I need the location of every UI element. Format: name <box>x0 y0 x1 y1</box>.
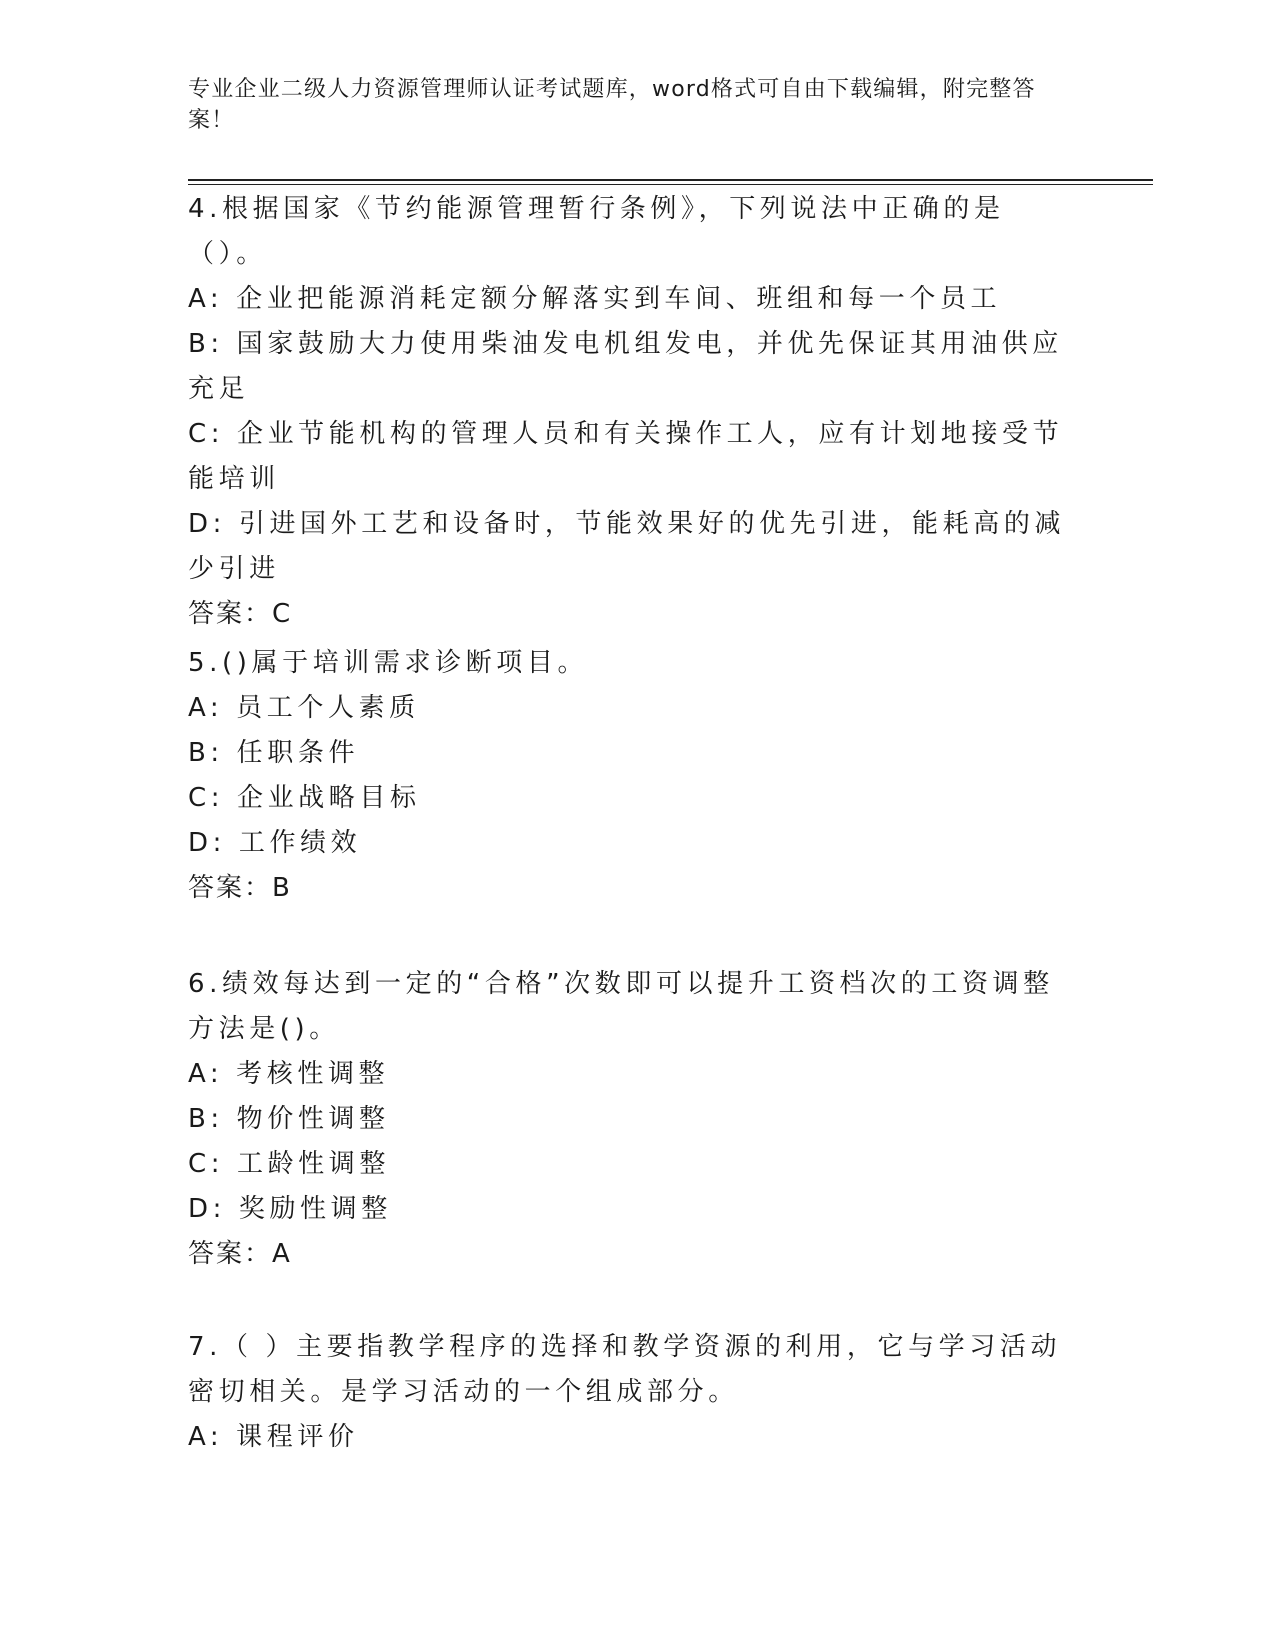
question-stem: 4.根据国家《节约能源管理暂行条例》，下列说法中正确的是（）。 <box>188 194 1005 269</box>
header-divider-bottom <box>188 184 1153 185</box>
question-5 <box>188 641 1068 911</box>
option-a: A: 课程评价 <box>188 1422 359 1452</box>
answer-value: C <box>272 599 292 629</box>
option-c: C: 企业战略目标 <box>188 783 421 813</box>
answer-line <box>188 592 1068 637</box>
option-d: D: 奖励性调整 <box>188 1194 392 1224</box>
answer-value: A <box>272 1239 291 1269</box>
answer-label: 答案： <box>188 873 273 903</box>
question-stem: 6.绩效每达到一定的“合格”次数即可以提升工资档次的工资调整方法是()。 <box>188 969 1054 1044</box>
option-a: A: 企业把能源消耗定额分解落实到车间、班组和每一个员工 <box>188 284 1002 314</box>
answer-label: 答案： <box>188 1239 273 1269</box>
option-a: A: 员工个人素质 <box>188 693 420 723</box>
option-a: A: 考核性调整 <box>188 1059 390 1089</box>
option-d: D: 工作绩效 <box>188 828 362 858</box>
option-c: C: 工龄性调整 <box>188 1149 390 1179</box>
answer-line <box>188 866 1068 911</box>
answer-label: 答案： <box>188 599 273 629</box>
question-4 <box>188 187 1068 637</box>
answer-line <box>188 1232 1068 1277</box>
question-stem: 5.()属于培训需求诊断项目。 <box>188 648 589 678</box>
option-c: C: 企业节能机构的管理人员和有关操作工人，应有计划地接受节能培训 <box>188 419 1064 494</box>
option-b: B: 物价性调整 <box>188 1104 390 1134</box>
option-d: D: 引进国外工艺和设备时，节能效果好的优先引进，能耗高的减少引进 <box>188 509 1066 584</box>
option-b: B: 任职条件 <box>188 738 360 768</box>
answer-value: B <box>272 873 291 903</box>
question-6 <box>188 962 1068 1277</box>
question-7 <box>188 1325 1068 1460</box>
option-b: B: 国家鼓励大力使用柴油发电机组发电，并优先保证其用油供应充足 <box>188 329 1063 404</box>
header-divider-top <box>188 179 1153 181</box>
document-header: 专业企业二级人力资源管理师认证考试题库，word格式可自由下载编辑，附完整答案！ <box>188 77 1036 133</box>
question-stem: 7.（ ）主要指教学程序的选择和教学资源的利用，它与学习活动密切相关。是学习活动的一个组成部分。 <box>188 1332 1062 1407</box>
